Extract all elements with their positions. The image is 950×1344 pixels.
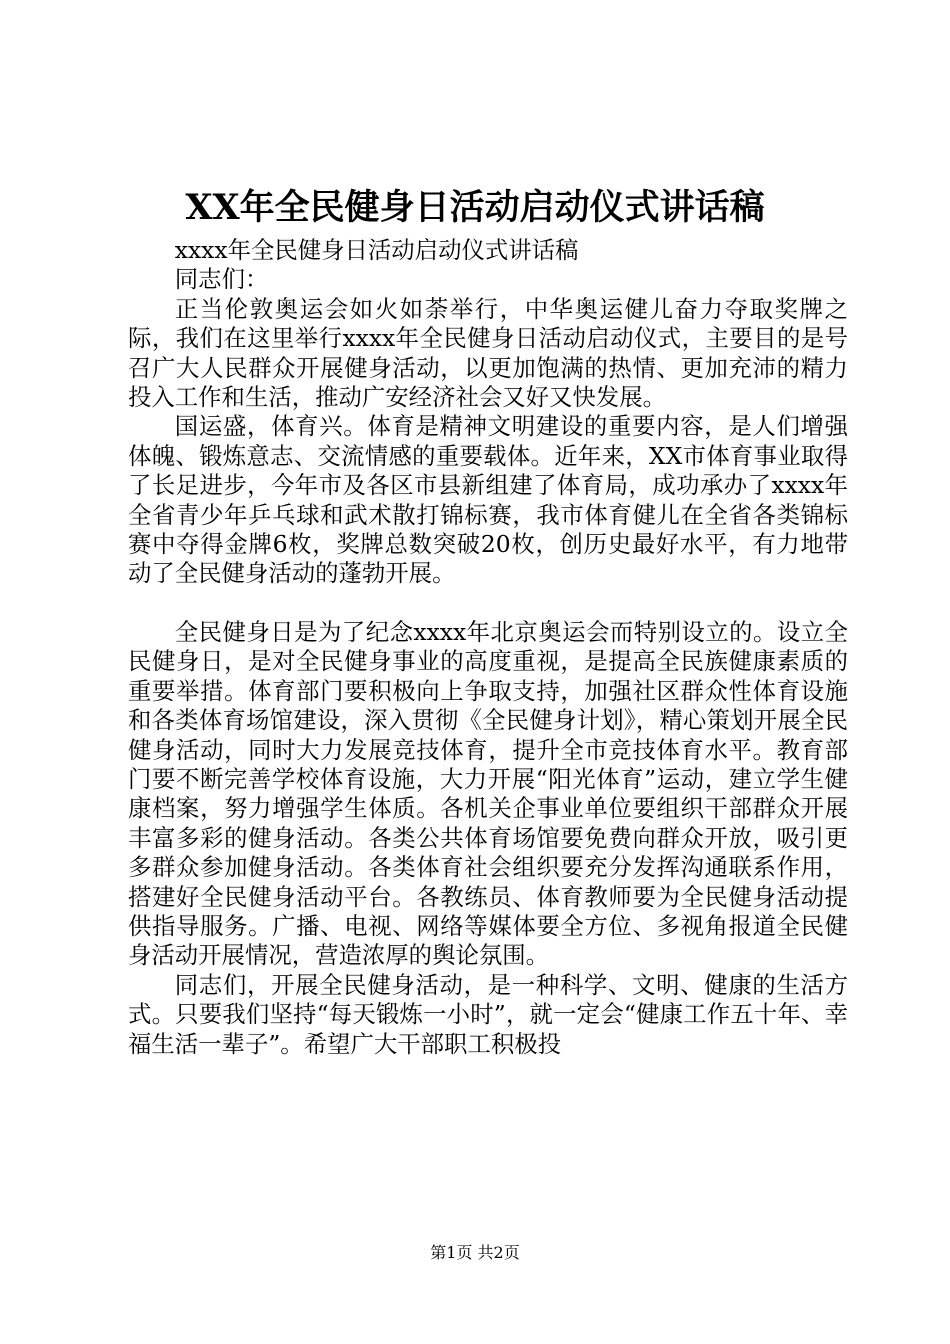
salutation: 同志们： xyxy=(174,265,269,294)
paragraph-3: 全民健身日是为了纪念xxxx年北京奥运会而特别设立的。设立全民健身日，是对全民健身事业的高度重视，是提高全民族健康素质的重要举措。体育部门要积极向上争取支持，加强社区群众性体育设施和各类体育场馆建设，深入贯彻《全民健身计划》，精心策划开展全民健身活动，同时大力发展竞技体育，提升全市竞技体育水平。教育部门要不断完善学校体育设施，大力开展“阳光体育”运动，建立学生健康档案，努力增强学生体质。各机关企事业单位要组织干部群众开展丰富多彩的健身活动。各类公共体育场馆要免费向群众开放，吸引更多群众参加健身活动。各类体育社会组织要充分发挥沟通联系作用，搭建好全民健身活动平台。各教练员、体育教师要为全民健身活动提供指导服务。广播、电视、网络等媒体要全方位、多视角报道全民健身活动开展情况，营造浓厚的舆论氛围。 xyxy=(128,617,848,970)
document-body xyxy=(128,236,848,1059)
page-indicator: 第1页 共2页 xyxy=(430,1243,520,1262)
document-title: XX年全民健身日活动启动仪式讲话稿 xyxy=(185,187,765,228)
paragraph-1: 正当伦敦奥运会如火如荼举行，中华奥运健儿奋力夺取奖牌之际，我们在这里举行xxxx年全民健身日活动启动仪式，主要目的是号召广大人民群众开展健身活动，以更加饱满的热情、更加充沛的精力投入工作和生活，推动广安经济社会又好又快发展。 xyxy=(128,294,848,412)
paragraph-2: 国运盛，体育兴。体育是精神文明建设的重要内容，是人们增强体魄、锻炼意志、交流情感的重要载体。近年来，XX市体育事业取得了长足进步，今年市及各区市县新组建了体育局，成功承办了xxxx年全省青少年乒乓球和武术散打锦标赛，我市体育健儿在全省各类锦标赛中夺得金牌6枚，奖牌总数突破20枚，创历史最好水平，有力地带动了全民健身活动的蓬勃开展。 xyxy=(128,412,848,588)
document-subtitle: xxxx年全民健身日活动启动仪式讲话稿 xyxy=(174,236,579,264)
paragraph-4: 同志们，开展全民健身活动，是一种科学、文明、健康的生活方式。只要我们坚持“每天锻炼一小时”，就一定会“健康工作五十年、幸福生活一辈子”。希望广大干部职工积极投 xyxy=(128,970,848,1058)
